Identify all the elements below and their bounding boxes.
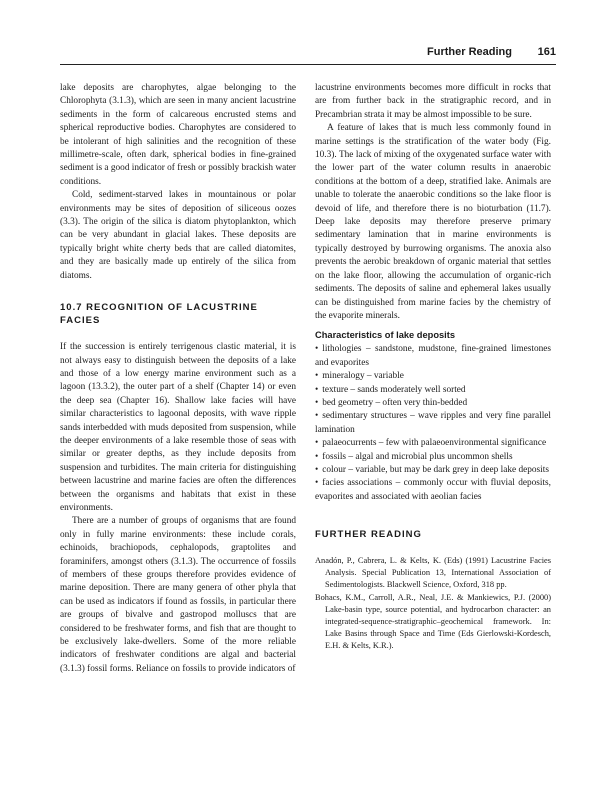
paragraph-continued: lacustrine environments becomes more difficult in rocks that are from further back in the stratigraphic record, and in Precambrian strata it may be almost impossible to be sure. [315,83,551,120]
list-item: • fossils – algal and microbial plus uncommon shells [315,451,551,464]
characteristics-list [315,343,551,504]
list-item: • palaeocurrents – few with palaeoenvironmental significance [315,437,551,450]
reference-item: Anadón, P., Cabrera, L. & Kelts, K. (Eds) (1991) Lacustrine Facies Analysis. Special Publication 13, International Association of Sedimentologists. Blackwell Science, Oxford, 318 pp. [315,556,551,590]
running-title: Further Reading [427,46,512,58]
reference-item: Bohacs, K.M., Carroll, A.R., Neal, J.E. & Mankiewics, P.J. (2000) Lake-basin type, source potential, and hydrocarbon character: an integrated-sequence-stratigraphic–geochemical framework. In: Lake Basins through Space and Time (Eds Gierlowski-Kordesch, E.H. & Kelts, K.R.). [315,593,551,651]
page-number: 161 [537,46,556,58]
right-column [315,82,551,653]
list-item: • sedimentary structures – wave ripples and very fine parallel lamination [315,410,551,437]
list-item: • lithologies – sandstone, mudstone, fine-grained limestones and evaporites [315,343,551,370]
left-column [60,82,296,676]
paragraph-diatomites: Cold, sediment-starved lakes in mountainous or polar environments may be sites of deposition of siliceous oozes (3.3). The origin of the silica is diatom phytoplankton, which can be very abundant in glacial lakes. These deposits are typically bright white cherty beds that are called diatomites, and they are basically made up entirely of the silica from diatoms. [60,190,296,281]
paragraph-charophytes: lake deposits are charophytes, algae belonging to the Chlorophyta (3.1.3), which are seen in many ancient lacustrine sediments in the form of calcareous encrusted stems and spherical reproductive bodies. Charophytes are considered to be intolerant of high salinities and the recognition of these millimetre-scale, often dark, spherical bodies in fine-grained sediment is a good indicator of fresh or possibly brackish water conditions. [60,83,296,187]
reference-list [315,555,551,652]
paragraph-terrigenous: If the succession is entirely terrigenous clastic material, it is not always easy to distinguish between the deposits of a lake and those of a low energy marine environment such as a lagoon (13.3.2), the outer part of a shelf (Chapter 14) or even the deep sea (Chapter 16). Shallow lake facies will have similar characteristics to lagoonal deposits, with wave ripple sands interbedded with muds deposited from suspension, while the deeper environments of a lake resemble those of seas with similar or greater depths, as they include deposits from suspension and turbidites. The main criteria for distinguishing between lacustrine and marine facies are often the differences between the organisms and habitats that exist in these environments. [60,342,296,513]
section-heading-recognition: 10.7 RECOGNITION OF LACUSTRINE FACIES [60,302,258,327]
paragraph-stratification: A feature of lakes that is much less commonly found in marine settings is the stratification of the water body (Fig. 10.3). The lack of mixing of the oxygenated surface water with the lower part of the water column results in anaerobic conditions at the bottom of a deep, stratified lake. Animals are unable to tolerate the anaerobic conditions so the lake floor is devoid of life, and therefore there is no bioturbation (11.7). Deep lake deposits may therefore preserve primary sedimentary lamination that in marine environments is typically destroyed by burrowing organisms. The anoxia also prevents the aerobic breakdown of organic material that settles on the lake floor, allowing the accumulation of organic-rich sediments. The deposits of saline and ephemeral lakes usually can be distinguished from marine facies by the chemistry of the evaporite minerals. [315,123,551,321]
list-item: • colour – variable, but may be dark grey in deep lake deposits [315,464,551,477]
list-item: • facies associations – commonly occur with fluvial deposits, evaporites and associated with aeolian facies [315,477,551,504]
list-item: • mineralogy – variable [315,370,551,383]
list-item: • texture – sands moderately well sorted [315,384,551,397]
list-item: • bed geometry – often very thin-bedded [315,397,551,410]
paragraph-organisms: There are a number of groups of organisms that are found only in fully marine environments: these include corals, echinoids, brachiopods, cephalopods, graptolites and foraminifers, amongst others (3.1.3). The occurrence of fossils of members of these groups therefore provides evidence of marine deposition. There are many genera of other phyla that can be used as indicators if found as fossils, in particular there are groups of bivalve and gastropod molluscs that are considered to be freshwater forms, and fish that are thought to be exclusively lake-dwellers. Some of the more reliable indicators of freshwater conditions are algal and bacterial (3.1.3) fossil forms. Reliance on fossils to provide indicators of [60,516,296,674]
characteristics-heading: Characteristics of lake deposits [315,330,456,341]
running-header [60,44,556,65]
further-reading-heading: FURTHER READING [315,529,422,541]
